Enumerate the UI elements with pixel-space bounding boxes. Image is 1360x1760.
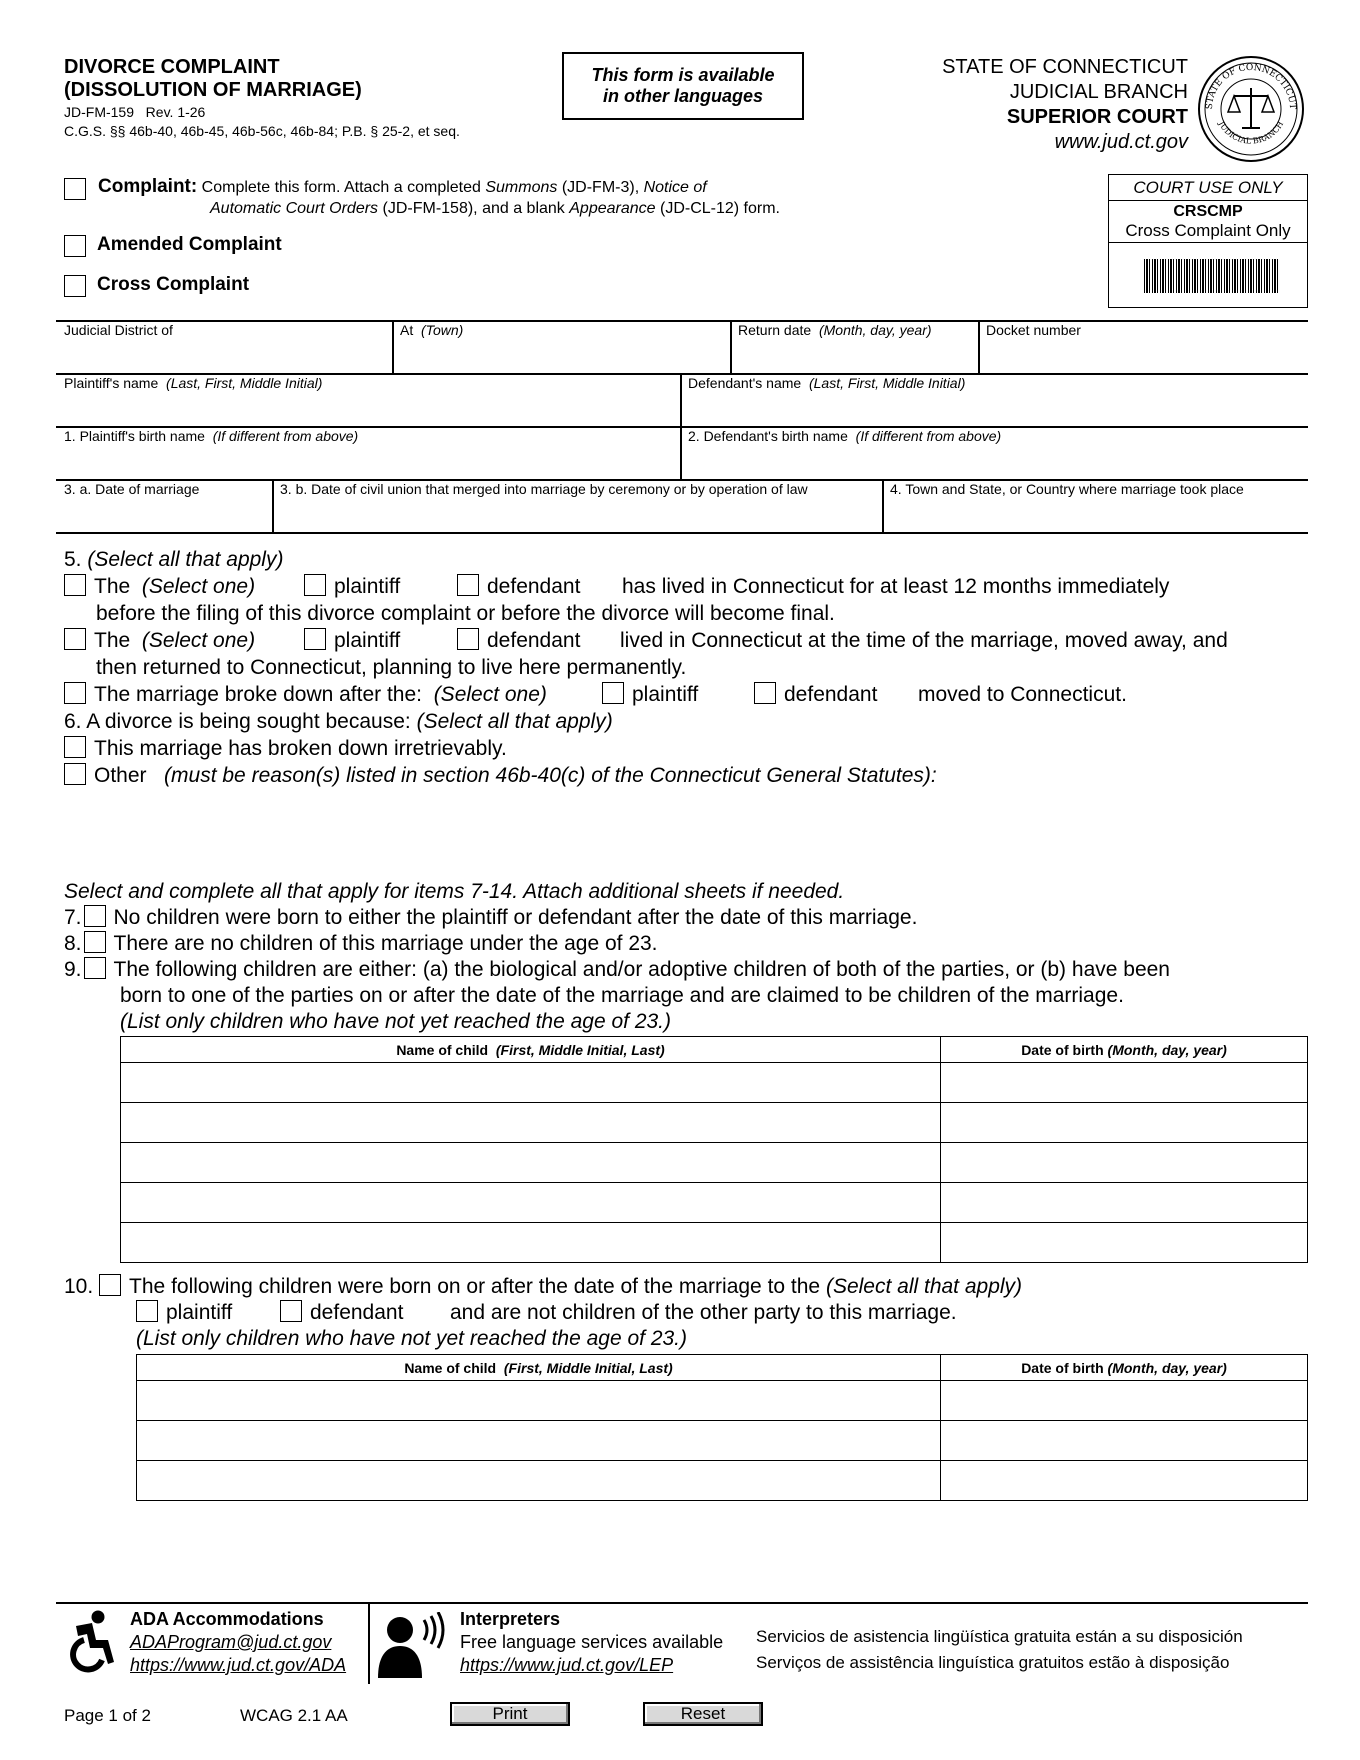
table-row bbox=[121, 1103, 1308, 1143]
website: www.jud.ct.gov bbox=[1054, 131, 1188, 153]
accessibility-icon bbox=[62, 1610, 116, 1676]
child-name-cell[interactable] bbox=[121, 1223, 941, 1263]
section6-heading: 6. A divorce is being sought because: (Select all that apply) bbox=[64, 710, 613, 733]
interp-url-link[interactable]: https://www.jud.ct.gov/LEP bbox=[460, 1655, 674, 1675]
s5-opt2-plaintiff-checkbox[interactable] bbox=[304, 628, 326, 650]
interpreter-icon bbox=[376, 1612, 446, 1678]
s5-opt1-checkbox[interactable] bbox=[64, 574, 86, 596]
table-row bbox=[137, 1461, 1308, 1501]
section5-option3: The marriage broke down after the: (Select one) bbox=[64, 683, 547, 707]
child-name-cell[interactable] bbox=[121, 1063, 941, 1103]
child-name-cell[interactable] bbox=[137, 1461, 941, 1501]
items-intro: Select and complete all that apply for items 7-14. Attach additional sheets if needed. bbox=[64, 880, 845, 903]
form-title: DIVORCE COMPLAINT (DISSOLUTION OF MARRIAGE) bbox=[64, 56, 362, 101]
reset-button[interactable]: Reset bbox=[643, 1702, 763, 1726]
item10-plaintiff-checkbox[interactable] bbox=[136, 1300, 158, 1322]
section5-option2: The (Select one) bbox=[64, 629, 255, 653]
item9-checkbox[interactable] bbox=[84, 957, 106, 979]
section5-heading: 5. (Select all that apply) bbox=[64, 548, 284, 571]
table-header bbox=[121, 1037, 1308, 1063]
s5-opt3-plaintiff-checkbox[interactable] bbox=[602, 682, 624, 704]
town-state-field[interactable] bbox=[886, 499, 1304, 529]
wcag-label: WCAG 2.1 AA bbox=[240, 1706, 348, 1725]
child-name-cell[interactable] bbox=[137, 1421, 941, 1461]
ada-block bbox=[130, 1608, 346, 1677]
table-header bbox=[137, 1355, 1308, 1381]
s5-opt1-defendant-checkbox[interactable] bbox=[457, 574, 479, 596]
s5-opt1-plaintiff: plaintiff bbox=[304, 575, 400, 599]
state-name: STATE OF CONNECTICUT bbox=[942, 56, 1188, 78]
child-dob-cell[interactable] bbox=[941, 1421, 1308, 1461]
court-use-desc: Cross Complaint Only bbox=[1109, 221, 1307, 243]
date-marriage-field[interactable] bbox=[60, 499, 268, 529]
s5-opt3-checkbox[interactable] bbox=[64, 682, 86, 704]
ada-email-link[interactable]: ADAProgram@jud.ct.gov bbox=[130, 1632, 332, 1652]
court-use-title: COURT USE ONLY bbox=[1109, 175, 1307, 201]
child-name-cell[interactable] bbox=[121, 1143, 941, 1183]
return-date-label: Return date (Month, day, year) bbox=[738, 322, 932, 338]
court-use-code: CRSCMP bbox=[1173, 203, 1243, 220]
svg-text:JUDICIAL BRANCH: JUDICIAL BRANCH bbox=[1216, 119, 1286, 146]
defendant-birth-label: 2. Defendant's birth name (If different from above) bbox=[688, 428, 1002, 444]
plaintiff-name-label: Plaintiff's name (Last, First, Middle Initial) bbox=[64, 375, 323, 391]
child-name-cell[interactable] bbox=[121, 1103, 941, 1143]
child-name-cell[interactable] bbox=[137, 1381, 941, 1421]
s5-opt1-text: has lived in Connecticut for at least 12 months immediately bbox=[622, 575, 1170, 598]
return-date-field[interactable] bbox=[734, 340, 974, 370]
page-number: Page 1 of 2 bbox=[64, 1706, 151, 1725]
children-table-10 bbox=[136, 1354, 1308, 1501]
s5-opt1-cont: before the filing of this divorce complaint or before the divorce will become final. bbox=[96, 602, 835, 625]
s6-other-checkbox[interactable] bbox=[64, 763, 86, 785]
table-row bbox=[137, 1421, 1308, 1461]
item10-text: and are not children of the other party to this marriage. bbox=[450, 1301, 957, 1324]
s6-option2: Other (must be reason(s) listed in section 46b-40(c) of the Connecticut General Statutes): bbox=[64, 764, 937, 788]
town-state-label: 4. Town and State, or Country where marriage took place bbox=[890, 481, 1244, 497]
item10-defendant-checkbox[interactable] bbox=[280, 1300, 302, 1322]
s6-other-reasons-field[interactable] bbox=[96, 792, 1304, 872]
plaintiff-birth-field[interactable] bbox=[60, 446, 676, 476]
s6-irretrievable-checkbox[interactable] bbox=[64, 736, 86, 758]
child-dob-cell[interactable] bbox=[941, 1461, 1308, 1501]
judicial-district-field[interactable] bbox=[60, 340, 388, 370]
child-dob-cell[interactable] bbox=[941, 1143, 1308, 1183]
item8-checkbox[interactable] bbox=[84, 931, 106, 953]
child-dob-header: Date of birth (Month, day, year) bbox=[941, 1355, 1308, 1381]
s5-opt2-defendant: defendant bbox=[457, 629, 580, 653]
ada-title: ADA Accommodations bbox=[130, 1609, 324, 1629]
ada-url-link[interactable]: https://www.jud.ct.gov/ADA bbox=[130, 1655, 347, 1675]
town-field[interactable] bbox=[396, 340, 726, 370]
item10-plaintiff: plaintiff bbox=[136, 1301, 232, 1325]
child-dob-cell[interactable] bbox=[941, 1381, 1308, 1421]
child-dob-cell[interactable] bbox=[941, 1183, 1308, 1223]
s5-opt3-defendant-checkbox[interactable] bbox=[754, 682, 776, 704]
child-dob-cell[interactable] bbox=[941, 1103, 1308, 1143]
s5-opt3-plaintiff: plaintiff bbox=[602, 683, 698, 707]
s5-opt1-defendant: defendant bbox=[457, 575, 580, 599]
court-name: SUPERIOR COURT bbox=[1006, 106, 1188, 128]
footer-divider bbox=[56, 1602, 1308, 1604]
item9-cont: born to one of the parties on or after the date of the marriage and are claimed to be children of the marriage. bbox=[120, 984, 1124, 1007]
s5-opt1-plaintiff-checkbox[interactable] bbox=[304, 574, 326, 596]
s6-option1: This marriage has broken down irretrievably. bbox=[64, 737, 507, 761]
complaint-checkbox[interactable] bbox=[64, 178, 86, 200]
plaintiff-birth-label: 1. Plaintiff's birth name (If different from above) bbox=[64, 428, 359, 444]
town-label: At (Town) bbox=[400, 322, 464, 338]
s5-opt2-cont: then returned to Connecticut, planning to live here permanently. bbox=[96, 656, 687, 679]
seal-icon bbox=[1196, 54, 1306, 164]
section5-option1: The (Select one) bbox=[64, 575, 255, 599]
statutes: C.G.S. §§ 46b-40, 46b-45, 46b-56c, 46b-84; P.B. § 25-2, et seq. bbox=[64, 123, 460, 139]
language-notices bbox=[756, 1624, 1243, 1676]
child-name-header: Name of child (First, Middle Initial, Last) bbox=[137, 1355, 941, 1381]
branch-name: JUDICIAL BRANCH bbox=[1009, 81, 1188, 103]
barcode bbox=[1144, 259, 1280, 293]
defendant-name-label: Defendant's name (Last, First, Middle Initial) bbox=[688, 375, 966, 391]
table-row bbox=[121, 1143, 1308, 1183]
defendant-name-field[interactable] bbox=[684, 393, 1304, 423]
amended-complaint-checkbox[interactable] bbox=[64, 235, 86, 257]
item7-checkbox[interactable] bbox=[84, 905, 106, 927]
item9-note: (List only children who have not yet reached the age of 23.) bbox=[120, 1010, 672, 1033]
s5-opt2-defendant-checkbox[interactable] bbox=[457, 628, 479, 650]
item10-checkbox[interactable] bbox=[99, 1274, 121, 1296]
table-row bbox=[121, 1063, 1308, 1103]
table-row bbox=[121, 1183, 1308, 1223]
interp-text: Free language services available bbox=[460, 1632, 724, 1652]
plaintiff-name-field[interactable] bbox=[60, 393, 676, 423]
item7: 7. No children were born to either the plaintiff or defendant after the date of this marriage. bbox=[64, 906, 918, 929]
judicial-seal bbox=[1196, 54, 1306, 164]
s5-opt2-plaintiff: plaintiff bbox=[304, 629, 400, 653]
print-button[interactable]: Print bbox=[450, 1702, 570, 1726]
table-row bbox=[137, 1381, 1308, 1421]
docket-label: Docket number bbox=[986, 322, 1081, 338]
child-dob-cell[interactable] bbox=[941, 1063, 1308, 1103]
item9: 9. The following children are either: (a) the biological and/or adoptive children of both of the parties, or (b) have been bbox=[64, 958, 1170, 981]
portuguese-notice: Serviços de assistência linguística gratuitos estão à disposição bbox=[756, 1653, 1230, 1672]
item10-note: (List only children who have not yet reached the age of 23.) bbox=[136, 1327, 688, 1350]
item10-defendant: defendant bbox=[280, 1301, 403, 1325]
defendant-birth-field[interactable] bbox=[684, 446, 1304, 476]
spanish-notice: Servicios de asistencia lingüística gratuita están a su disposición bbox=[756, 1627, 1243, 1646]
agency-block bbox=[880, 55, 1188, 155]
judicial-district-label: Judicial District of bbox=[64, 322, 173, 338]
cross-complaint-checkbox[interactable] bbox=[64, 275, 86, 297]
s5-opt2-text: lived in Connecticut at the time of the marriage, moved away, and bbox=[620, 629, 1228, 652]
docket-field[interactable] bbox=[982, 340, 1304, 370]
child-dob-cell[interactable] bbox=[941, 1223, 1308, 1263]
item8: 8. There are no children of this marriage under the age of 23. bbox=[64, 932, 658, 955]
languages-box[interactable]: This form is available in other languages bbox=[562, 52, 804, 120]
s5-opt2-checkbox[interactable] bbox=[64, 628, 86, 650]
date-marriage-label: 3. a. Date of marriage bbox=[64, 481, 200, 497]
interpreter-block bbox=[460, 1608, 723, 1677]
children-table-9 bbox=[120, 1036, 1308, 1263]
date-civil-union-label: 3. b. Date of civil union that merged into marriage by ceremony or by operation of law bbox=[280, 481, 808, 497]
svg-text:STATE OF CONNECTICUT: STATE OF CONNECTICUT bbox=[1204, 62, 1298, 110]
item10: 10. The following children were born on or after the date of the marriage to the (Select all that apply) bbox=[64, 1275, 1023, 1298]
child-name-cell[interactable] bbox=[121, 1183, 941, 1223]
child-dob-header: Date of birth (Month, day, year) bbox=[941, 1037, 1308, 1063]
form-id: JD-FM-159 Rev. 1-26 bbox=[64, 104, 206, 120]
child-name-header: Name of child (First, Middle Initial, Last) bbox=[121, 1037, 941, 1063]
court-use-box bbox=[1108, 174, 1308, 308]
s5-opt3-end: moved to Connecticut. bbox=[918, 683, 1127, 706]
table-row bbox=[121, 1223, 1308, 1263]
date-civil-union-field[interactable] bbox=[276, 499, 878, 529]
interp-title: Interpreters bbox=[460, 1609, 561, 1629]
s5-opt3-defendant: defendant bbox=[754, 683, 877, 707]
